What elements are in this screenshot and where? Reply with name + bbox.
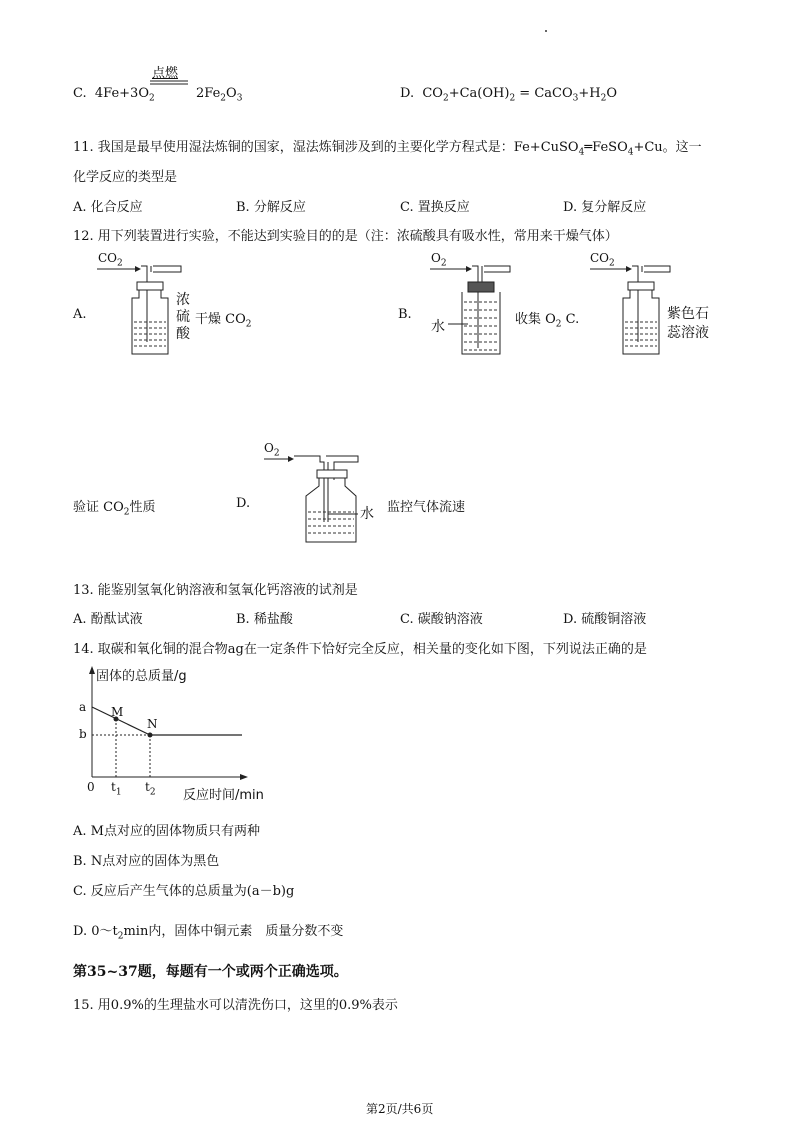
chart-origin: 0 bbox=[87, 780, 95, 794]
q13-option-d: D. 硫酸铜溶液 bbox=[563, 612, 647, 627]
page-mark bbox=[545, 30, 547, 32]
q11-stem-line1: 11. 我国是最早使用湿法炼铜的国家，湿法炼铜涉及到的主要化学方程式是：Fe+CuSO$_4$═FeSO$_4$+Cu。这一 bbox=[73, 140, 702, 158]
chart-ylabel: 固体的总质量/g bbox=[96, 669, 187, 684]
q14-option-a: A. M点对应的固体物质只有两种 bbox=[73, 824, 260, 839]
q12a-liquid: 浓 硫 酸 bbox=[176, 292, 190, 342]
chart-tick-t2: $t_2$ bbox=[145, 780, 156, 798]
q14-option-b: B. N点对应的固体为黑色 bbox=[73, 854, 220, 869]
q11-stem-line2: 化学反应的类型是 bbox=[73, 170, 178, 185]
q12b-gas-label: $O_2$ bbox=[431, 251, 447, 269]
chart-x-arrow bbox=[240, 774, 248, 780]
q12a-purpose: 干燥 $CO_2$ bbox=[195, 312, 252, 330]
chart-point-n bbox=[148, 733, 153, 738]
q12a-gas-label: $CO_2$ bbox=[98, 251, 123, 269]
q14-option-d: D. $0\sim t_2\min$内，固体中铜元素 质量分数不变 bbox=[73, 924, 344, 942]
q15-stem: 15. 用0.9%的生理盐水可以清洗伤口，这里的0.9%表示 bbox=[73, 998, 398, 1013]
q12b-purpose: 收集 $O_2$ C. bbox=[515, 312, 580, 330]
chart-xlabel: 反应时间/min bbox=[183, 788, 264, 803]
q12d-purpose: 监控气体流速 bbox=[387, 500, 466, 515]
q12b-label: B. bbox=[398, 307, 412, 322]
page-footer: 第2页/共6页 bbox=[366, 1102, 434, 1116]
q12d-apparatus bbox=[262, 452, 372, 548]
chart-tick-t1: $t_1$ bbox=[111, 780, 122, 798]
q11-option-a: A. 化合反应 bbox=[73, 200, 143, 215]
section-heading: 第35~37题，每题有一个或两个正确选项。 bbox=[73, 964, 348, 980]
q10-product: $2Fe_2O_3$ bbox=[196, 86, 243, 104]
q13-option-a: A. 酚酞试液 bbox=[73, 612, 143, 627]
q10-option-c: C. $4Fe+3O_2$ bbox=[73, 86, 155, 104]
q13-option-b: B. 稀盐酸 bbox=[236, 612, 293, 627]
q11-option-b: B. 分解反应 bbox=[236, 200, 306, 215]
chart-label-n: N bbox=[147, 717, 158, 731]
q12c-liquid: 紫色石 蕊溶液 bbox=[667, 306, 709, 341]
q12d-liquid: 水 bbox=[360, 506, 374, 522]
q12b-liquid: 水 bbox=[431, 319, 445, 335]
q11-option-c: C. 置换反应 bbox=[400, 200, 470, 215]
q12d-label: D. bbox=[236, 496, 251, 511]
q13-stem: 13. 能鉴别氢氧化钠溶液和氢氧化钙溶液的试剂是 bbox=[73, 583, 358, 598]
q14-option-c: C. 反应后产生气体的总质量为(a－b)g bbox=[73, 884, 295, 899]
q12a-label: A. bbox=[73, 307, 87, 322]
chart-tick-b: b bbox=[79, 727, 87, 741]
chart-label-m: M bbox=[111, 705, 124, 719]
chart-tick-a: a bbox=[79, 700, 87, 714]
chart-y-arrow bbox=[89, 666, 95, 674]
q10-condition: 点燃 bbox=[152, 66, 179, 81]
q12-stem: 12. 用下列装置进行实验，不能达到实验目的的是（注：浓硫酸具有吸水性，常用来干燥气体） bbox=[73, 229, 618, 244]
q12d-gas-label: $O_2$ bbox=[264, 441, 280, 459]
q11-option-d: D. 复分解反应 bbox=[563, 200, 647, 215]
q12a-apparatus bbox=[95, 262, 185, 358]
q12c-purpose: 验证 $CO_2$性质 bbox=[73, 500, 156, 518]
q13-option-c: C. 碳酸钠溶液 bbox=[400, 612, 483, 627]
q10-option-d: D. $CO_2+Ca(OH)_2$ = $CaCO_3+H_2O$ bbox=[400, 86, 618, 104]
q12c-apparatus bbox=[588, 262, 678, 358]
q10-arrow-lines bbox=[150, 80, 190, 86]
q12c-gas-label: $CO_2$ bbox=[590, 251, 615, 269]
q12b-apparatus bbox=[428, 262, 518, 358]
q14-stem: 14. 取碳和氧化铜的混合物ag在一定条件下恰好完全反应，相关量的变化如下图，下列说法正确的是 bbox=[73, 642, 647, 657]
